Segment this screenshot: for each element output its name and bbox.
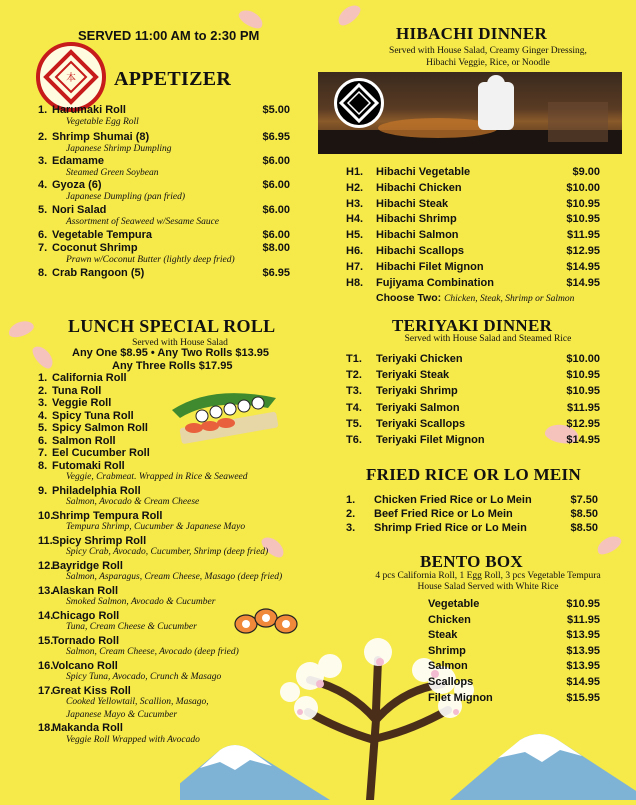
roll-name: Bayridge Roll (52, 559, 123, 572)
bento-name: Steak (428, 629, 458, 642)
roll-number: 10. (38, 509, 54, 522)
bento-price: $15.95 (566, 691, 600, 704)
choose-label: Choose Two: (376, 292, 442, 304)
roll-number: 15. (38, 634, 54, 647)
fried-rice-name: Beef Fried Rice or Lo Mein (374, 508, 513, 520)
hibachi-name: Hibachi Steak (376, 197, 449, 210)
roll-number: 2. (38, 384, 48, 397)
roll-number: 7. (38, 447, 48, 459)
teriyaki-name: Teriyaki Shrimp (376, 385, 458, 398)
appetizer-price: $6.00 (262, 155, 290, 167)
appetizer-desc: Assortment of Seaweed w/Sesame Sauce (66, 217, 220, 227)
appetizer-name: Gyoza (6) (52, 179, 102, 191)
hibachi-number: H1. (346, 166, 364, 178)
hibachi-subtitle: Served with House Salad, Creamy Ginger Dressing, (389, 46, 587, 56)
appetizer-number: 5. (38, 204, 48, 216)
appetizer-name: Edamame (52, 155, 104, 167)
hibachi-chef-photo (318, 72, 622, 154)
teriyaki-price: $10.95 (566, 385, 600, 398)
fried-rice-price: $8.50 (570, 522, 598, 534)
roll-name: Volcano Roll (52, 659, 118, 672)
hibachi-price: $14.95 (566, 260, 600, 273)
teriyaki-price: $12.95 (566, 417, 600, 430)
teriyaki-price: $11.95 (566, 401, 600, 414)
roll-number: 12. (38, 559, 54, 572)
bento-title: BENTO BOX (420, 552, 523, 571)
lunch-roll-title: LUNCH SPECIAL ROLL (68, 316, 276, 336)
roll-name: Chicago Roll (52, 609, 120, 622)
roll-number: 8. (38, 459, 48, 472)
appetizer-number: 2. (38, 131, 48, 143)
roll-name: Eel Cucumber Roll (52, 447, 150, 459)
appetizer-desc: Prawn w/Coconut Butter (lightly deep fried) (66, 255, 235, 265)
appetizer-name: Crab Rangoon (5) (52, 267, 145, 279)
hibachi-number: H8. (346, 276, 364, 289)
hibachi-price: $12.95 (566, 245, 600, 257)
roll-name: Great Kiss Roll (52, 684, 131, 697)
roll-desc: Japanese Mayo & Cucumber (66, 709, 178, 720)
logo-emblem-icon (337, 81, 381, 125)
roll-desc: Salmon, Avocado & Cream Cheese (66, 497, 200, 507)
appetizer-price: $6.00 (262, 204, 290, 216)
teriyaki-name: Teriyaki Filet Mignon (376, 434, 485, 446)
hibachi-number: H7. (346, 260, 364, 273)
petal-decoration (335, 1, 364, 28)
appetizer-number: 6. (38, 229, 48, 241)
roll-name: Spicy Tuna Roll (52, 409, 134, 422)
appetizer-desc: Vegetable Egg Roll (66, 117, 139, 127)
roll-name: Veggie Roll (52, 397, 112, 409)
roll-number: 1. (38, 372, 48, 384)
roll-desc: Salmon, Cream Cheese, Avocado (deep fried) (66, 647, 239, 657)
appetizer-desc: Japanese Dumpling (pan fried) (66, 192, 185, 202)
roll-number: 17. (38, 684, 54, 697)
teriyaki-price: $14.95 (566, 434, 600, 446)
teriyaki-number: T6. (346, 434, 362, 446)
hibachi-number: H4. (346, 213, 364, 226)
sushi-plate-image (172, 390, 284, 450)
appetizer-price: $6.95 (262, 131, 290, 143)
roll-number: 4. (38, 409, 48, 422)
teriyaki-name: Teriyaki Salmon (376, 401, 460, 414)
service-hours: SERVED 11:00 AM to 2:30 PM (78, 28, 260, 43)
hibachi-number: H6. (346, 245, 364, 257)
appetizer-name: Nori Salad (52, 204, 107, 216)
appetizer-name: Shrimp Shumai (8) (52, 131, 150, 143)
hibachi-name: Hibachi Chicken (376, 181, 462, 194)
fried-rice-number: 3. (346, 522, 356, 534)
lunch-roll-offer: Any Three Rolls $17.95 (112, 360, 233, 372)
roll-desc: Spicy Tuna, Avocado, Crunch & Masago (66, 672, 222, 682)
appetizer-price: $6.95 (262, 267, 290, 279)
roll-number: 5. (38, 422, 48, 434)
hibachi-logo (334, 78, 384, 128)
hibachi-number: H3. (346, 197, 364, 210)
appetizer-name: Coconut Shrimp (52, 242, 138, 254)
teriyaki-subtitle: Served with House Salad and Steamed Rice (404, 334, 572, 344)
hibachi-subtitle: Hibachi Veggie, Rice, or Noodle (426, 58, 550, 68)
fried-rice-price: $8.50 (570, 508, 598, 520)
roll-number: 11. (38, 534, 53, 547)
bento-subtitle: 4 pcs California Roll, 1 Egg Roll, 3 pcs Vegetable Tempura (375, 571, 601, 581)
hibachi-price: $11.95 (566, 229, 600, 242)
choose-desc: Chicken, Steak, Shrimp or Salmon (444, 294, 575, 304)
roll-desc: Veggie, Crabmeat. Wrapped in Rice & Seaweed (66, 472, 248, 482)
bento-name: Filet Mignon (428, 691, 493, 704)
roll-number: 3. (38, 397, 48, 409)
restaurant-logo (36, 42, 106, 112)
hibachi-name: Hibachi Scallops (376, 245, 465, 257)
appetizer-number: 4. (38, 179, 48, 191)
roll-name: Salmon Roll (52, 434, 116, 447)
hibachi-choose (376, 292, 574, 304)
appetizer-number: 1. (38, 104, 48, 116)
appetizer-name: Harumaki Roll (52, 104, 126, 116)
bento-name: Scallops (428, 676, 474, 688)
fried-rice-title: FRIED RICE OR LO MEIN (366, 465, 582, 484)
teriyaki-number: T2. (346, 369, 362, 382)
roll-desc: Tuna, Cream Cheese & Cucumber (66, 622, 197, 632)
roll-number: 16. (38, 659, 54, 672)
appetizer-price: $6.00 (262, 229, 290, 241)
svg-text:本: 本 (66, 73, 76, 84)
bento-name: Chicken (428, 613, 471, 626)
fried-rice-number: 1. (346, 494, 356, 506)
appetizer-desc: Japanese Shrimp Dumpling (66, 144, 172, 154)
fried-rice-name: Shrimp Fried Rice or Lo Mein (374, 522, 527, 534)
roll-desc: Smoked Salmon, Avocado & Cucumber (66, 597, 216, 607)
roll-name: Spicy Shrimp Roll (52, 534, 147, 547)
bento-price: $14.95 (566, 676, 600, 688)
bento-name: Shrimp (428, 644, 466, 657)
teriyaki-name: Teriyaki Scallops (376, 417, 466, 430)
hibachi-price: $10.95 (566, 197, 600, 210)
teriyaki-price: $10.95 (566, 369, 600, 382)
bento-name: Vegetable (428, 598, 480, 610)
lunch-roll-offer: Any One $8.95 • Any Two Rolls $13.95 (72, 347, 270, 359)
appetizer-name: Vegetable Tempura (52, 229, 153, 241)
appetizer-number: 3. (38, 155, 48, 167)
sushi-rolls-image (232, 600, 302, 640)
petal-decoration (594, 532, 624, 557)
teriyaki-number: T1. (346, 353, 362, 365)
fried-rice-number: 2. (346, 508, 356, 520)
teriyaki-title: TERIYAKI DINNER (392, 316, 553, 335)
fried-rice-price: $7.50 (570, 494, 598, 506)
roll-number: 14. (38, 609, 54, 622)
bento-name: Salmon (428, 660, 468, 673)
roll-name: Alaskan Roll (52, 584, 119, 597)
appetizer-title: APPETIZER (114, 68, 232, 90)
roll-number: 9. (38, 484, 48, 497)
teriyaki-number: T3. (346, 385, 362, 398)
hibachi-name: Hibachi Shrimp (376, 213, 457, 226)
bento-price: $10.95 (566, 598, 600, 610)
roll-name: Makanda Roll (52, 722, 123, 734)
fried-rice-name: Chicken Fried Rice or Lo Mein (374, 494, 532, 506)
appetizer-price: $5.00 (262, 104, 290, 116)
roll-desc: Spicy Crab, Avocado, Cucumber, Shrimp (deep fried) (66, 547, 269, 557)
appetizer-number: 8. (38, 267, 48, 279)
hibachi-name: Fujiyama Combination (376, 276, 494, 289)
roll-desc: Tempura Shrimp, Cucumber & Japanese Mayo (66, 522, 246, 532)
roll-name: California Roll (52, 372, 127, 384)
hibachi-number: H2. (346, 181, 364, 194)
bento-price: $13.95 (566, 629, 600, 642)
bento-price: $13.95 (566, 644, 600, 657)
roll-name: Shrimp Tempura Roll (52, 509, 163, 522)
hibachi-name: Hibachi Vegetable (376, 166, 471, 178)
roll-desc: Cooked Yellowtail, Scallion, Masago, (66, 697, 209, 707)
hibachi-price: $9.00 (572, 166, 600, 178)
bento-subtitle: House Salad Served with White Rice (417, 582, 559, 592)
roll-name: Spicy Salmon Roll (52, 422, 148, 434)
appetizer-price: $6.00 (262, 179, 290, 191)
bento-price: $11.95 (566, 613, 600, 626)
hibachi-name: Hibachi Salmon (376, 229, 459, 242)
roll-number: 6. (38, 434, 48, 447)
roll-desc: Salmon, Asparagus, Cream Cheese, Masago (deep fried) (66, 572, 283, 582)
teriyaki-price: $10.00 (566, 353, 600, 365)
roll-name: Tuna Roll (52, 384, 102, 397)
roll-name: Tornado Roll (52, 634, 120, 647)
lunch-roll-subtitle: Served with House Salad (132, 338, 228, 348)
hibachi-name: Hibachi Filet Mignon (376, 260, 484, 273)
roll-name: Philadelphia Roll (52, 484, 141, 497)
petal-decoration (6, 318, 35, 340)
hibachi-number: H5. (346, 229, 364, 242)
bento-price: $13.95 (566, 660, 600, 673)
roll-number: 13. (38, 584, 54, 597)
teriyaki-name: Teriyaki Chicken (376, 353, 463, 365)
teriyaki-number: T4. (346, 401, 362, 414)
teriyaki-number: T5. (346, 417, 362, 430)
hibachi-price: $10.95 (566, 213, 600, 226)
roll-name: Futomaki Roll (52, 459, 125, 472)
hibachi-price: $10.00 (566, 181, 600, 194)
hibachi-price: $14.95 (566, 276, 600, 289)
hibachi-title: HIBACHI DINNER (396, 24, 548, 43)
teriyaki-name: Teriyaki Steak (376, 369, 450, 382)
appetizer-number: 7. (38, 242, 48, 254)
appetizer-desc: Steamed Green Soybean (66, 168, 159, 178)
roll-desc: Veggie Roll Wrapped with Avocado (66, 734, 200, 745)
roll-number: 18. (38, 722, 54, 734)
logo-emblem-icon (40, 46, 102, 108)
petal-decoration (29, 343, 56, 372)
appetizer-price: $8.00 (262, 242, 290, 254)
